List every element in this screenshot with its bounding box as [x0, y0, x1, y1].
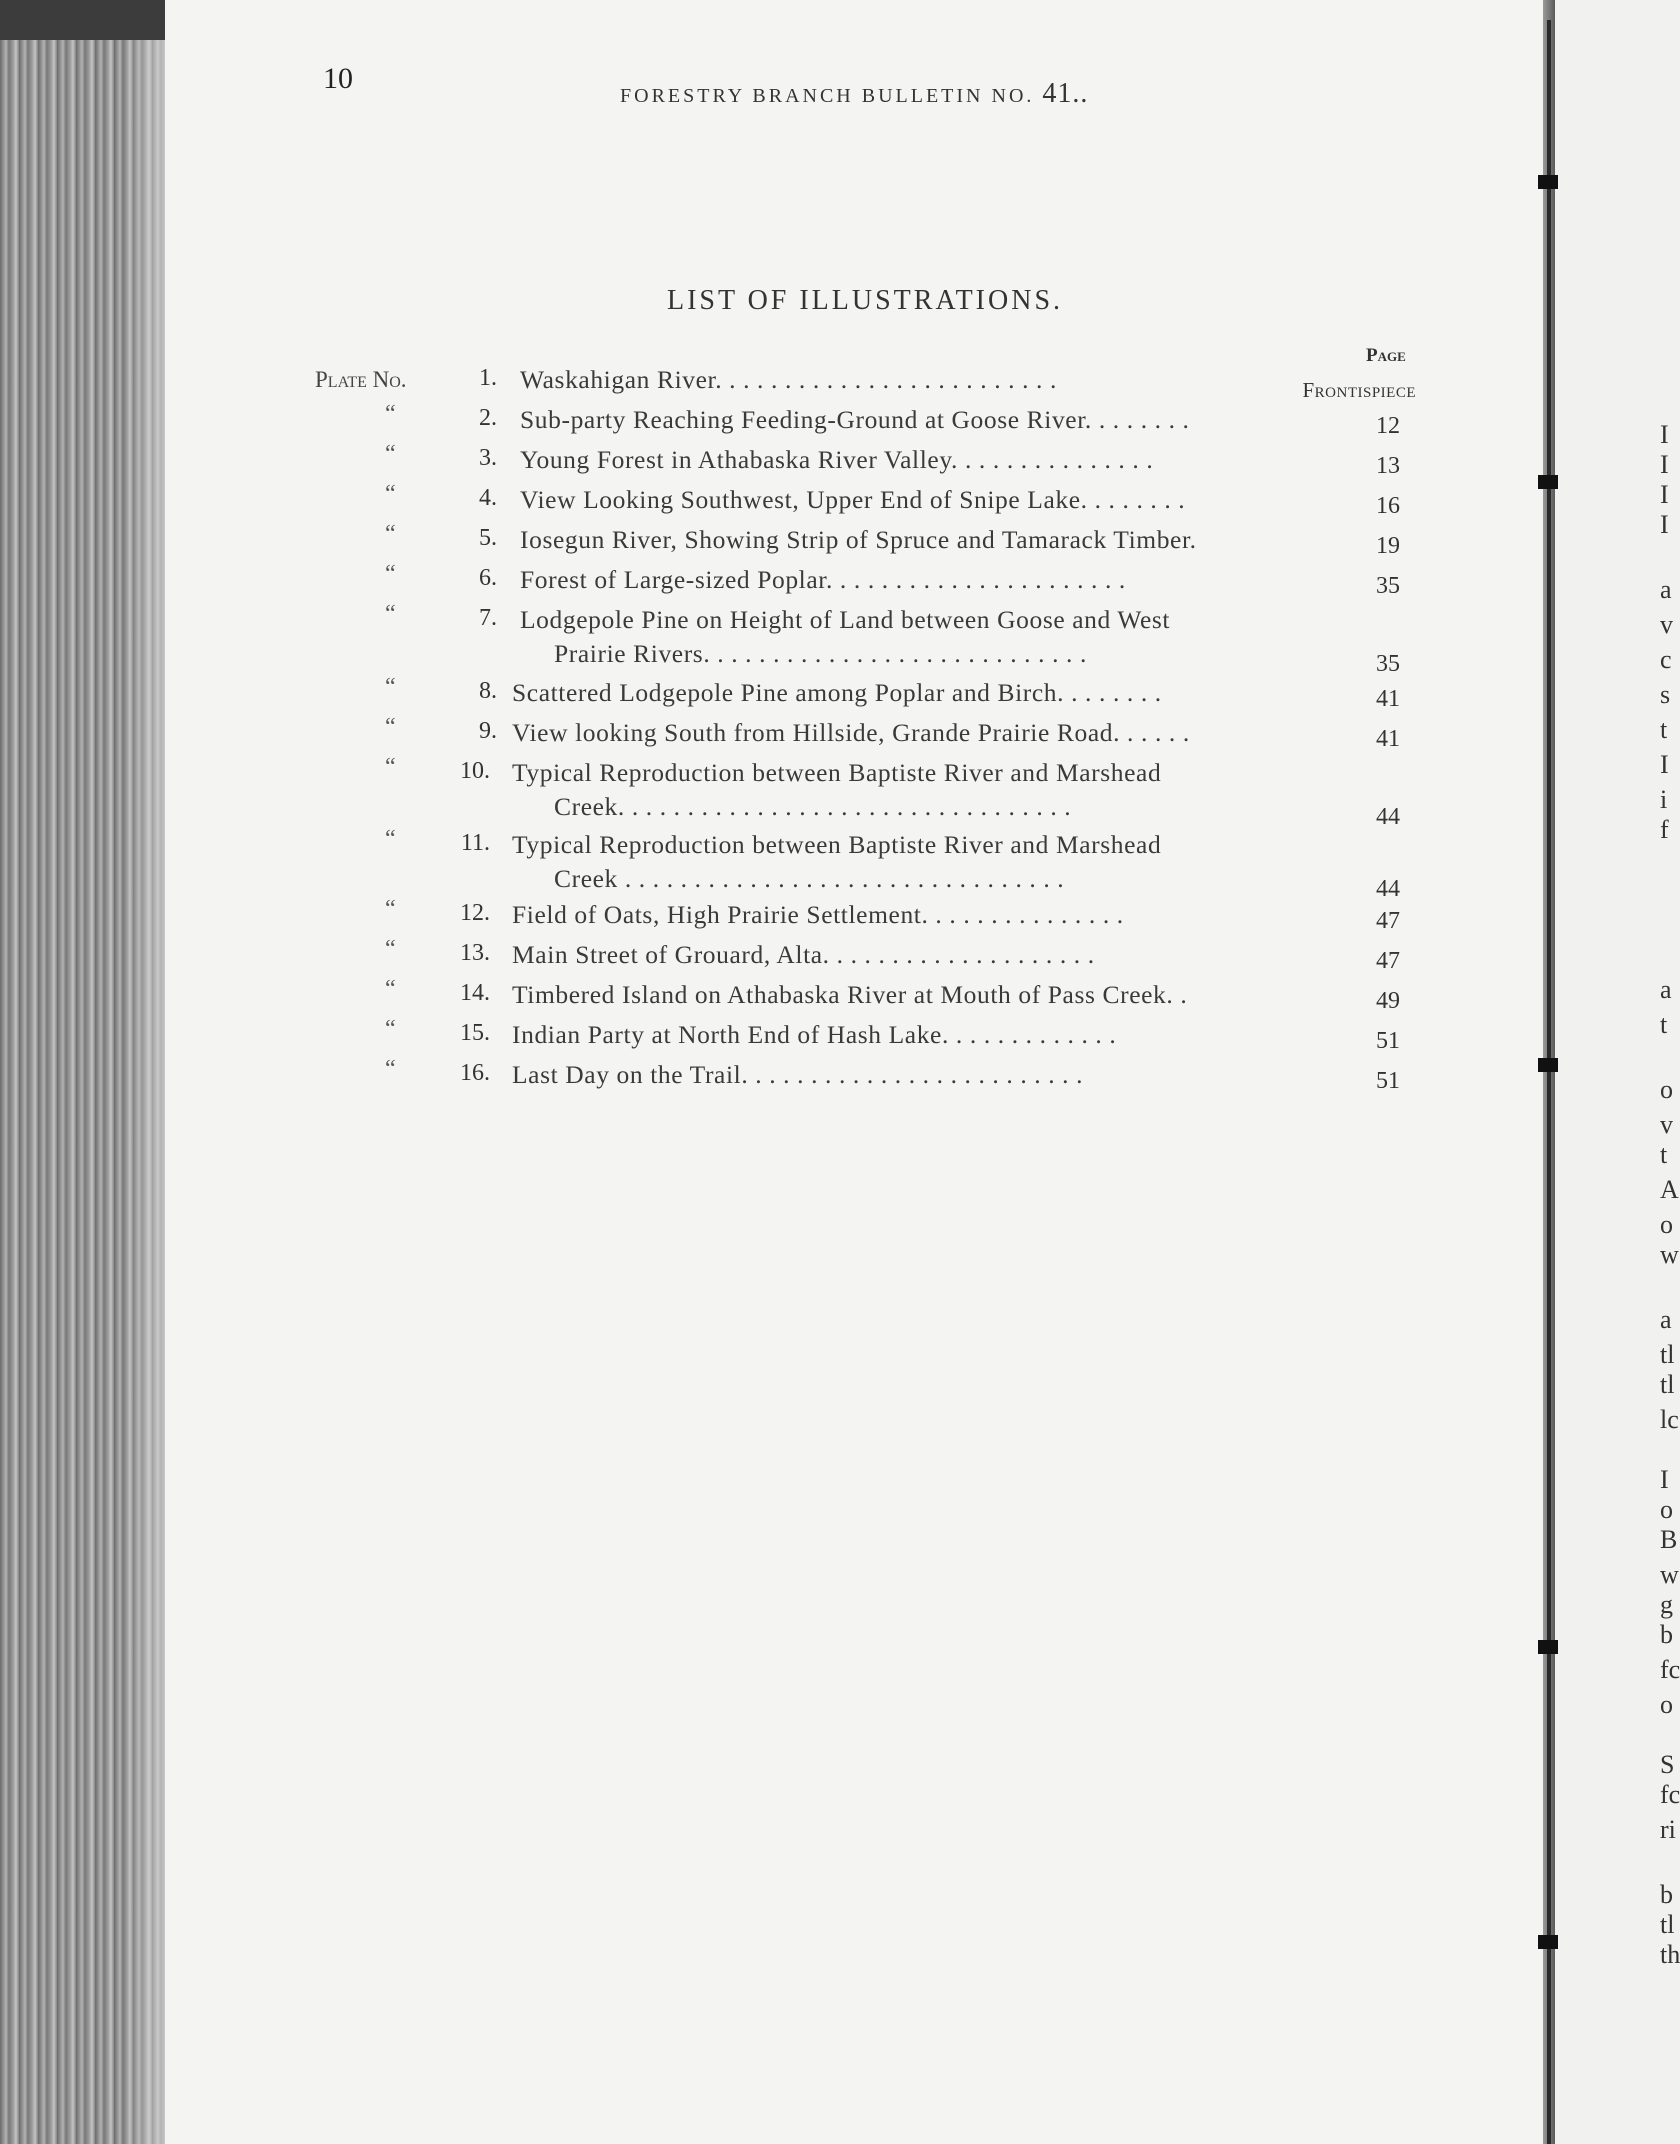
facing-page-fragment: t — [1660, 715, 1668, 744]
binding-stitch — [1538, 175, 1558, 189]
illustration-title-continued: Creek . . . . . . . . . . . . . . . . . . . . . . . . . . . . . . . . — [554, 864, 1065, 893]
list-title: LIST OF ILLUSTRATIONS. — [666, 285, 1064, 316]
facing-page-fragment: a — [1660, 575, 1672, 604]
plate-number: 9. — [479, 718, 497, 744]
illustration-title: Timbered Island on Athabaska River at Mouth of Pass Creek. . — [512, 980, 1188, 1009]
page-reference: 16 — [1376, 493, 1400, 519]
plate-number: 6. — [479, 565, 497, 591]
binding-stitch — [1538, 1640, 1558, 1654]
page-reference: Frontispiece — [1302, 378, 1416, 402]
ditto-mark: “ — [385, 936, 396, 962]
facing-page-fragment: S — [1660, 1750, 1675, 1779]
ditto-mark: “ — [385, 1056, 396, 1082]
page-reference: 35 — [1376, 651, 1400, 677]
illustration-title: Field of Oats, High Prairie Settlement. . . . . . . . . . . . . . . — [512, 900, 1124, 929]
page-reference: 47 — [1376, 948, 1400, 974]
illustration-title: View Looking Southwest, Upper End of Snipe Lake. . . . . . . . — [520, 485, 1186, 514]
illustration-title: Indian Party at North End of Hash Lake. . . . . . . . . . . . . — [512, 1020, 1117, 1049]
facing-page-fragment: th — [1660, 1940, 1680, 1969]
ditto-mark: “ — [385, 401, 396, 427]
illustration-title: Last Day on the Trail. . . . . . . . . . . . . . . . . . . . . . . . . — [512, 1060, 1084, 1089]
ditto-mark: “ — [385, 601, 396, 627]
ditto-mark: “ — [385, 521, 396, 547]
facing-page-fragment: ri — [1660, 1815, 1676, 1844]
facing-page-fragment: o — [1660, 1690, 1673, 1719]
facing-page-fragment: i — [1660, 785, 1668, 814]
plate-number: 2. — [479, 405, 497, 431]
facing-page-fragment: o — [1660, 1495, 1673, 1524]
page-reference: 47 — [1376, 908, 1400, 934]
running-head-text: FORESTRY BRANCH BULLETIN NO. — [620, 85, 1035, 107]
facing-page-fragment: B — [1660, 1525, 1678, 1554]
page-reference: 41 — [1376, 726, 1400, 752]
ditto-mark: “ — [385, 441, 396, 467]
binding-line — [1547, 20, 1551, 2144]
plate-number: 4. — [479, 485, 497, 511]
facing-page-fragment: v — [1660, 610, 1673, 639]
facing-page-fragment: s — [1660, 680, 1671, 709]
plate-number: 15. — [460, 1020, 490, 1046]
ditto-mark: “ — [385, 561, 396, 587]
facing-page-fragment: w — [1660, 1560, 1679, 1589]
illustration-title: Main Street of Grouard, Alta. . . . . . . . . . . . . . . . . . . . — [512, 940, 1095, 969]
ditto-mark: “ — [385, 481, 396, 507]
ditto-mark: “ — [385, 714, 396, 740]
facing-page-fragment: w — [1660, 1240, 1679, 1269]
ditto-mark: “ — [385, 754, 396, 780]
ditto-mark: “ — [385, 1016, 396, 1042]
bulletin-number: 41.. — [1042, 78, 1089, 109]
page-reference: 13 — [1376, 453, 1400, 479]
illustration-title: Scattered Lodgepole Pine among Poplar and Birch. . . . . . . . — [512, 678, 1162, 707]
running-head — [620, 78, 1088, 110]
page-reference: 51 — [1376, 1068, 1400, 1094]
illustration-title: View looking South from Hillside, Grande Prairie Road. . . . . . — [512, 718, 1190, 747]
facing-page-fragment: v — [1660, 1110, 1673, 1139]
plate-number: 3. — [479, 445, 497, 471]
plate-number: 14. — [460, 980, 490, 1006]
page-reference: 19 — [1376, 533, 1400, 559]
ditto-mark: “ — [385, 976, 396, 1002]
facing-page-fragment: a — [1660, 975, 1672, 1004]
facing-page-fragment: o — [1660, 1210, 1673, 1239]
illustration-title-continued: Prairie Rivers. . . . . . . . . . . . . . . . . . . . . . . . . . . . — [554, 639, 1087, 668]
illustration-title: Lodgepole Pine on Height of Land between Goose and West — [520, 605, 1171, 634]
facing-page-fragment: b — [1660, 1880, 1673, 1909]
ditto-mark: “ — [385, 826, 396, 852]
page-reference: 12 — [1376, 413, 1400, 439]
facing-page-fragment: t — [1660, 1140, 1668, 1169]
illustration-title: Young Forest in Athabaska River Valley. . . . . . . . . . . . . . . — [520, 445, 1154, 474]
page-column-header: Page — [1366, 345, 1406, 366]
illustration-title: Typical Reproduction between Baptiste River and Marshead — [512, 758, 1162, 787]
illustration-title: Typical Reproduction between Baptiste River and Marshead — [512, 830, 1162, 859]
facing-page-fragment: b — [1660, 1620, 1673, 1649]
facing-page-fragment: I — [1660, 510, 1669, 539]
facing-page-fragment: tl — [1660, 1910, 1675, 1939]
plate-number: 12. — [460, 900, 490, 926]
ditto-mark: “ — [385, 896, 396, 922]
facing-page-fragment: lc — [1660, 1405, 1679, 1434]
facing-page-fragment: I — [1660, 750, 1669, 779]
plate-number: 11. — [460, 830, 490, 856]
page-reference: 41 — [1376, 686, 1400, 712]
page-reference: 35 — [1376, 573, 1400, 599]
illustration-title-continued: Creek. . . . . . . . . . . . . . . . . . . . . . . . . . . . . . . . . — [554, 792, 1072, 821]
binding-stitch — [1538, 1935, 1558, 1949]
facing-page-fragment: I — [1660, 1465, 1669, 1494]
facing-page-fragment: I — [1660, 480, 1669, 509]
illustration-title: Waskahigan River. . . . . . . . . . . . . . . . . . . . . . . . . — [520, 365, 1057, 394]
illustration-title: Sub-party Reaching Feeding-Ground at Goose River. . . . . . . . — [520, 405, 1190, 434]
illustration-title: Iosegun River, Showing Strip of Spruce and Tamarack Timber. — [520, 525, 1197, 554]
plate-label: Plate No. — [315, 367, 407, 392]
facing-page-fragment: I — [1660, 450, 1669, 479]
facing-page-fragment: o — [1660, 1075, 1673, 1104]
facing-page-fragment: c — [1660, 645, 1672, 674]
plate-number: 10. — [460, 758, 490, 784]
facing-page-fragment: t — [1660, 1010, 1668, 1039]
plate-number: 7. — [479, 605, 497, 631]
facing-page-fragment: a — [1660, 1305, 1672, 1334]
plate-number: 13. — [460, 940, 490, 966]
page-reference: 44 — [1376, 804, 1400, 830]
facing-page-fragment: tl — [1660, 1370, 1675, 1399]
facing-page-fragment: I — [1660, 420, 1669, 449]
ditto-mark: “ — [385, 674, 396, 700]
page-reference: 49 — [1376, 988, 1400, 1014]
page-reference: 44 — [1376, 876, 1400, 902]
facing-page-fragment: f — [1660, 815, 1669, 844]
facing-page-fragment: fc — [1660, 1780, 1680, 1809]
plate-number: 5. — [479, 525, 497, 551]
illustration-title: Forest of Large-sized Poplar. . . . . . . . . . . . . . . . . . . . . . — [520, 565, 1126, 594]
page-number: 10 — [323, 62, 353, 95]
plate-number: 1. — [479, 365, 497, 391]
binding-stitch — [1538, 475, 1558, 489]
facing-page-fragment: g — [1660, 1590, 1673, 1619]
page-reference: 51 — [1376, 1028, 1400, 1054]
facing-page-fragment: A — [1660, 1175, 1679, 1204]
facing-page-fragment: fc — [1660, 1655, 1680, 1684]
plate-number: 8. — [479, 678, 497, 704]
binding-stitch — [1538, 1058, 1558, 1072]
facing-page-fragment: tl — [1660, 1340, 1675, 1369]
plate-number: 16. — [460, 1060, 490, 1086]
